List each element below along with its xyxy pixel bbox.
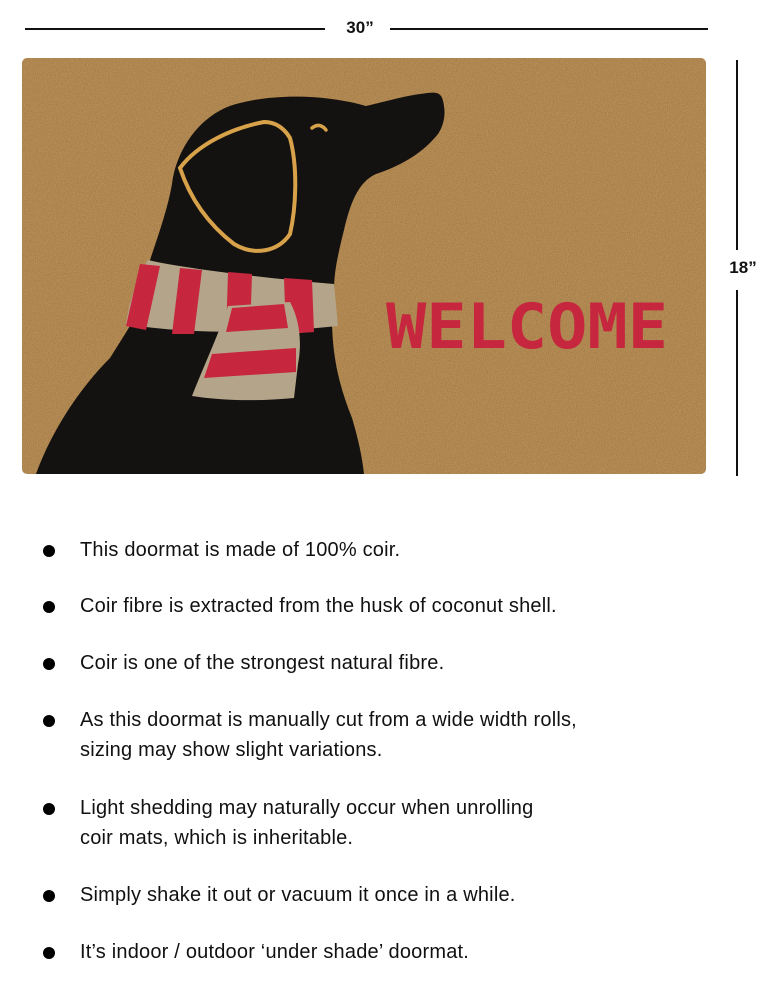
width-dimension-line-left — [25, 28, 325, 30]
list-item — [40, 793, 760, 853]
width-dimension-line-right — [390, 28, 708, 30]
bullet-icon — [43, 947, 55, 959]
feature-text: Coir fibre is extracted from the husk of coconut shell. — [80, 595, 557, 617]
bullet-icon — [43, 890, 55, 902]
list-item — [40, 880, 760, 910]
scarf-knot-stripe-red-1 — [226, 304, 288, 332]
bullet-icon — [43, 601, 55, 613]
list-item — [40, 705, 760, 765]
doormat-image — [22, 58, 706, 474]
height-dimension-line-bottom — [736, 290, 738, 476]
bullet-icon — [43, 658, 55, 670]
width-dimension-label: 30” — [346, 18, 374, 37]
feature-text: Coir is one of the strongest natural fibre. — [80, 652, 445, 674]
bullet-icon — [43, 715, 55, 727]
height-dimension-line-top — [736, 60, 738, 250]
height-dimension-label: 18” — [729, 258, 757, 277]
list-item — [40, 591, 760, 621]
list-item — [40, 535, 760, 565]
feature-text: This doormat is made of 100% coir. — [80, 539, 401, 561]
feature-list — [40, 535, 760, 967]
list-item — [40, 937, 760, 967]
feature-text: Simply shake it out or vacuum it once in a while. — [80, 884, 516, 906]
feature-text: Light shedding may naturally occur when unrolling coir mats, which is inheritable. — [80, 797, 534, 849]
bullet-icon — [43, 545, 55, 557]
feature-text: It’s indoor / outdoor ‘under shade’ doormat. — [80, 941, 470, 963]
list-item — [40, 648, 760, 678]
mat-welcome-text: WELCOME — [386, 290, 668, 363]
feature-text: As this doormat is manually cut from a wide width rolls, sizing may show slight variations. — [80, 709, 577, 761]
bullet-icon — [43, 803, 55, 815]
